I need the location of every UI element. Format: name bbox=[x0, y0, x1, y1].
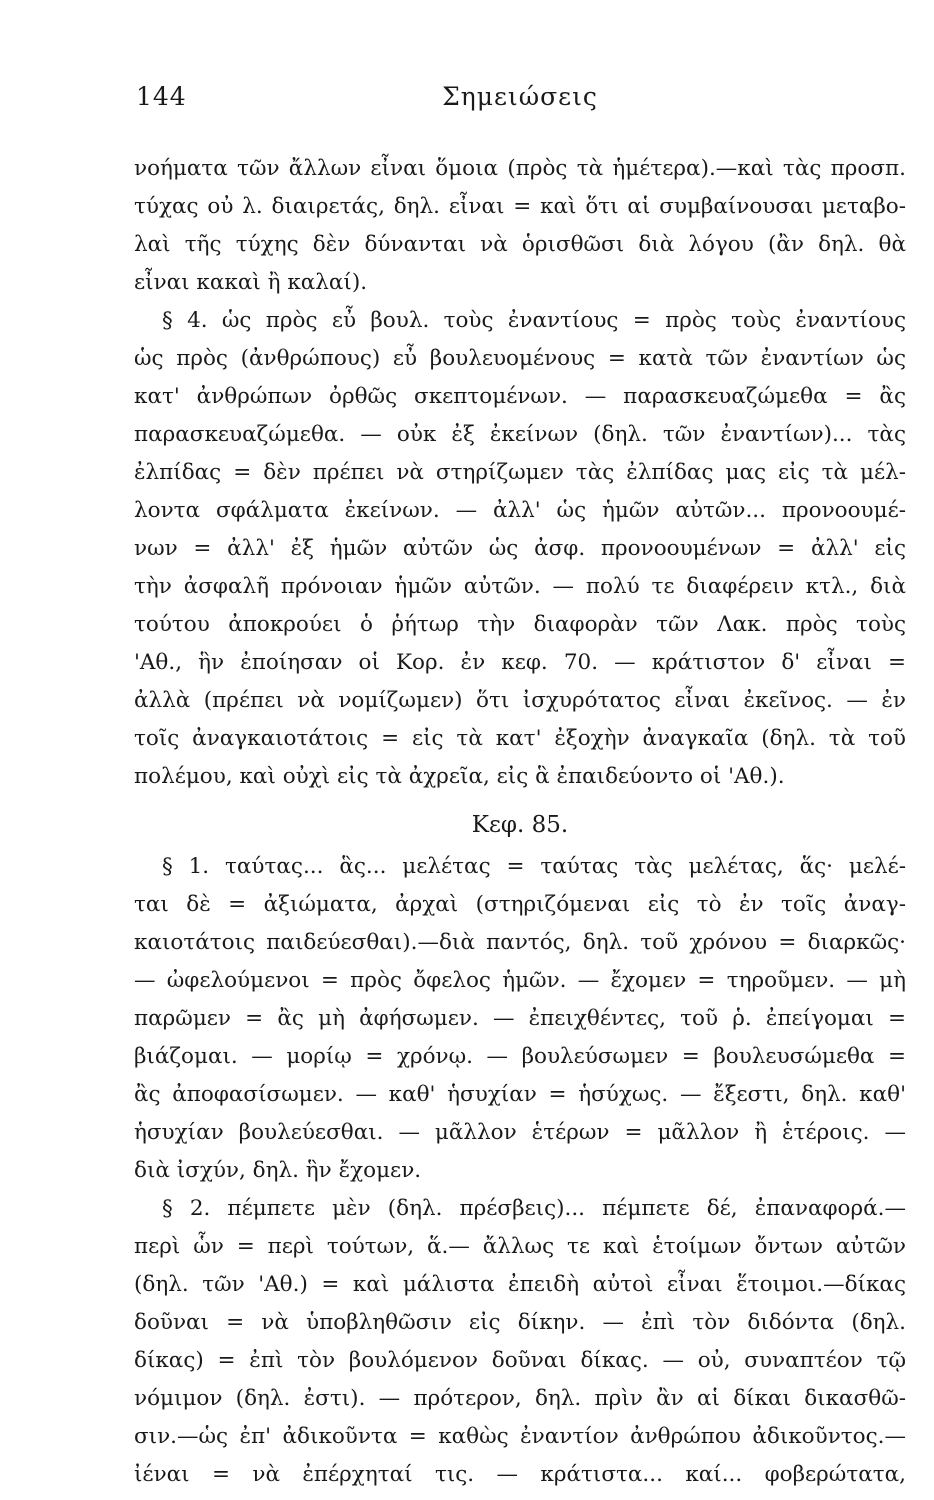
text-line: περὶ ὧν = περὶ τούτων, ἅ.— ἄλλως τε καὶ ἑτοίμων ὄντων αὐτῶν bbox=[134, 1234, 906, 1259]
text-line: κατ' ἀνθρώπων ὀρθῶς σκεπτομένων. — παρασκευαζώμεθα = ἂς bbox=[134, 384, 906, 409]
text-line: ἀλλὰ (πρέπει νὰ νομίζωμεν) ὅτι ἰσχυρότατος εἶναι ἐκεῖνος. — ἐν bbox=[134, 688, 906, 713]
text-line: νόμιμον (δηλ. ἐστι). — πρότερον, δηλ. πρὶν ἂν αἱ δίκαι δικασθῶ- bbox=[134, 1386, 906, 1411]
text-line: ἂς ἀποφασίσωμεν. — καθ' ἡσυχίαν = ἡσύχως. — ἔξεστι, δηλ. καθ' bbox=[134, 1082, 906, 1107]
text-line: νων = ἀλλ' ἐξ ἡμῶν αὐτῶν ὡς ἀσφ. προνοουμένων = ἀλλ' εἰς bbox=[134, 536, 906, 561]
text-line: τοῖς ἀναγκαιοτάτοις = εἰς τὰ κατ' ἐξοχὴν ἀναγκαῖα (δηλ. τὰ τοῦ bbox=[134, 726, 906, 751]
text-line: ὡς πρὸς (ἀνθρώπους) εὖ βουλευομένους = κατὰ τῶν ἐναντίων ὡς bbox=[134, 346, 906, 371]
page-header bbox=[136, 82, 904, 122]
text-line: τύχας οὐ λ. διαιρετάς, δηλ. εἶναι = καὶ ὅτι αἱ συμβαίνουσαι μεταβο- bbox=[134, 194, 906, 219]
page-number: 144 bbox=[136, 82, 187, 111]
text-line: διὰ ἰσχύν, δηλ. ἣν ἔχομεν. bbox=[134, 1158, 422, 1183]
chapter-heading: Κεφ. 85. bbox=[471, 812, 569, 838]
text-body bbox=[134, 150, 906, 1494]
text-line: ἐλπίδας = δὲν πρέπει νὰ στηρίζωμεν τὰς ἐλπίδας μας εἰς τὰ μέλ- bbox=[134, 460, 906, 485]
text-line: τὴν ἀσφαλῆ πρόνοιαν ἡμῶν αὐτῶν. — πολύ τε διαφέρειν κτλ., διὰ bbox=[134, 574, 906, 599]
text-line: καιοτάτοις παιδεύεσθαι).—διὰ παντός, δηλ. τοῦ χρόνου = διαρκῶς· bbox=[134, 930, 906, 955]
text-line: τούτου ἀποκρούει ὁ ῥήτωρ τὴν διαφορὰν τῶν Λακ. πρὸς τοὺς bbox=[134, 612, 906, 637]
text-line: λοντα σφάλματα ἐκείνων. — ἀλλ' ὡς ἡμῶν αὐτῶν... προνοουμέ- bbox=[134, 498, 906, 523]
section-4-start: § 4. ὡς πρὸς εὖ βουλ. τοὺς ἐναντίους = πρὸς τοὺς ἐναντίους bbox=[162, 308, 906, 333]
text-line: δοῦναι = νὰ ὑποβληθῶσιν εἰς δίκην. — ἐπὶ τὸν διδόντα (δηλ. bbox=[134, 1310, 906, 1335]
text-line: σιν.—ὡς ἐπ' ἀδικοῦντα = καθὼς ἐναντίον ἀνθρώπου ἀδικοῦντος.— bbox=[134, 1424, 906, 1449]
text-line: ἰέναι = νὰ ἐπέρχηταί τις. — κράτιστα... καί... φοβερώτατα, bbox=[134, 1462, 906, 1487]
running-title: Σημειώσεις bbox=[442, 82, 598, 111]
text-line: ἡσυχίαν βουλεύεσθαι. — μᾶλλον ἑτέρων = μᾶλλον ἢ ἑτέροις. — bbox=[134, 1120, 906, 1145]
text-line: παρῶμεν = ἂς μὴ ἀφήσωμεν. — ἐπειχθέντες, τοῦ ῥ. ἐπείγομαι = bbox=[134, 1006, 906, 1031]
text-line: λαὶ τῆς τύχης δὲν δύνανται νὰ ὁρισθῶσι διὰ λόγου (ἂν δηλ. θὰ bbox=[134, 232, 906, 257]
text-line: ται δὲ = ἀξιώματα, ἀρχαὶ (στηριζόμεναι εἰς τὸ ἐν τοῖς ἀναγ- bbox=[134, 892, 906, 917]
text-line: δίκας) = ἐπὶ τὸν βουλόμενον δοῦναι δίκας. — οὐ, συναπτέον τῷ bbox=[134, 1348, 906, 1373]
text-line: παρασκευαζώμεθα. — οὐκ ἐξ ἐκείνων (δηλ. τῶν ἐναντίων)... τὰς bbox=[134, 422, 906, 447]
text-line: (δηλ. τῶν 'Αθ.) = καὶ μάλιστα ἐπειδὴ αὐτοὶ εἶναι ἕτοιμοι.—δίκας bbox=[134, 1272, 906, 1297]
text-line: βιάζομαι. — μορίῳ = χρόνῳ. — βουλεύσωμεν = βουλευσώμεθα = bbox=[134, 1044, 906, 1069]
section-2-start: § 2. πέμπετε μὲν (δηλ. πρέσβεις)... πέμπετε δέ, ἐπαναφορά.— bbox=[162, 1196, 906, 1221]
text-line: 'Αθ., ἣν ἐποίησαν οἱ Κορ. ἐν κεφ. 70. — κράτιστον δ' εἶναι = bbox=[134, 650, 906, 675]
section-1-start: § 1. ταύτας... ἃς... μελέτας = ταύτας τὰς μελέτας, ἅς· μελέ- bbox=[162, 854, 906, 879]
text-line: νοήματα τῶν ἄλλων εἶναι ὅμοια (πρὸς τὰ ἡμέτερα).—καὶ τὰς προσπ. bbox=[134, 156, 906, 181]
text-line: εἶναι κακαὶ ἢ καλαί). bbox=[134, 270, 368, 295]
text-line: πολέμου, καὶ οὐχὶ εἰς τὰ ἀχρεῖα, εἰς ἃ ἐπαιδεύοντο οἱ 'Αθ.). bbox=[134, 764, 785, 789]
text-line: — ὠφελούμενοι = πρὸς ὄφελος ἡμῶν. — ἔχομεν = τηροῦμεν. — μὴ bbox=[134, 968, 906, 993]
